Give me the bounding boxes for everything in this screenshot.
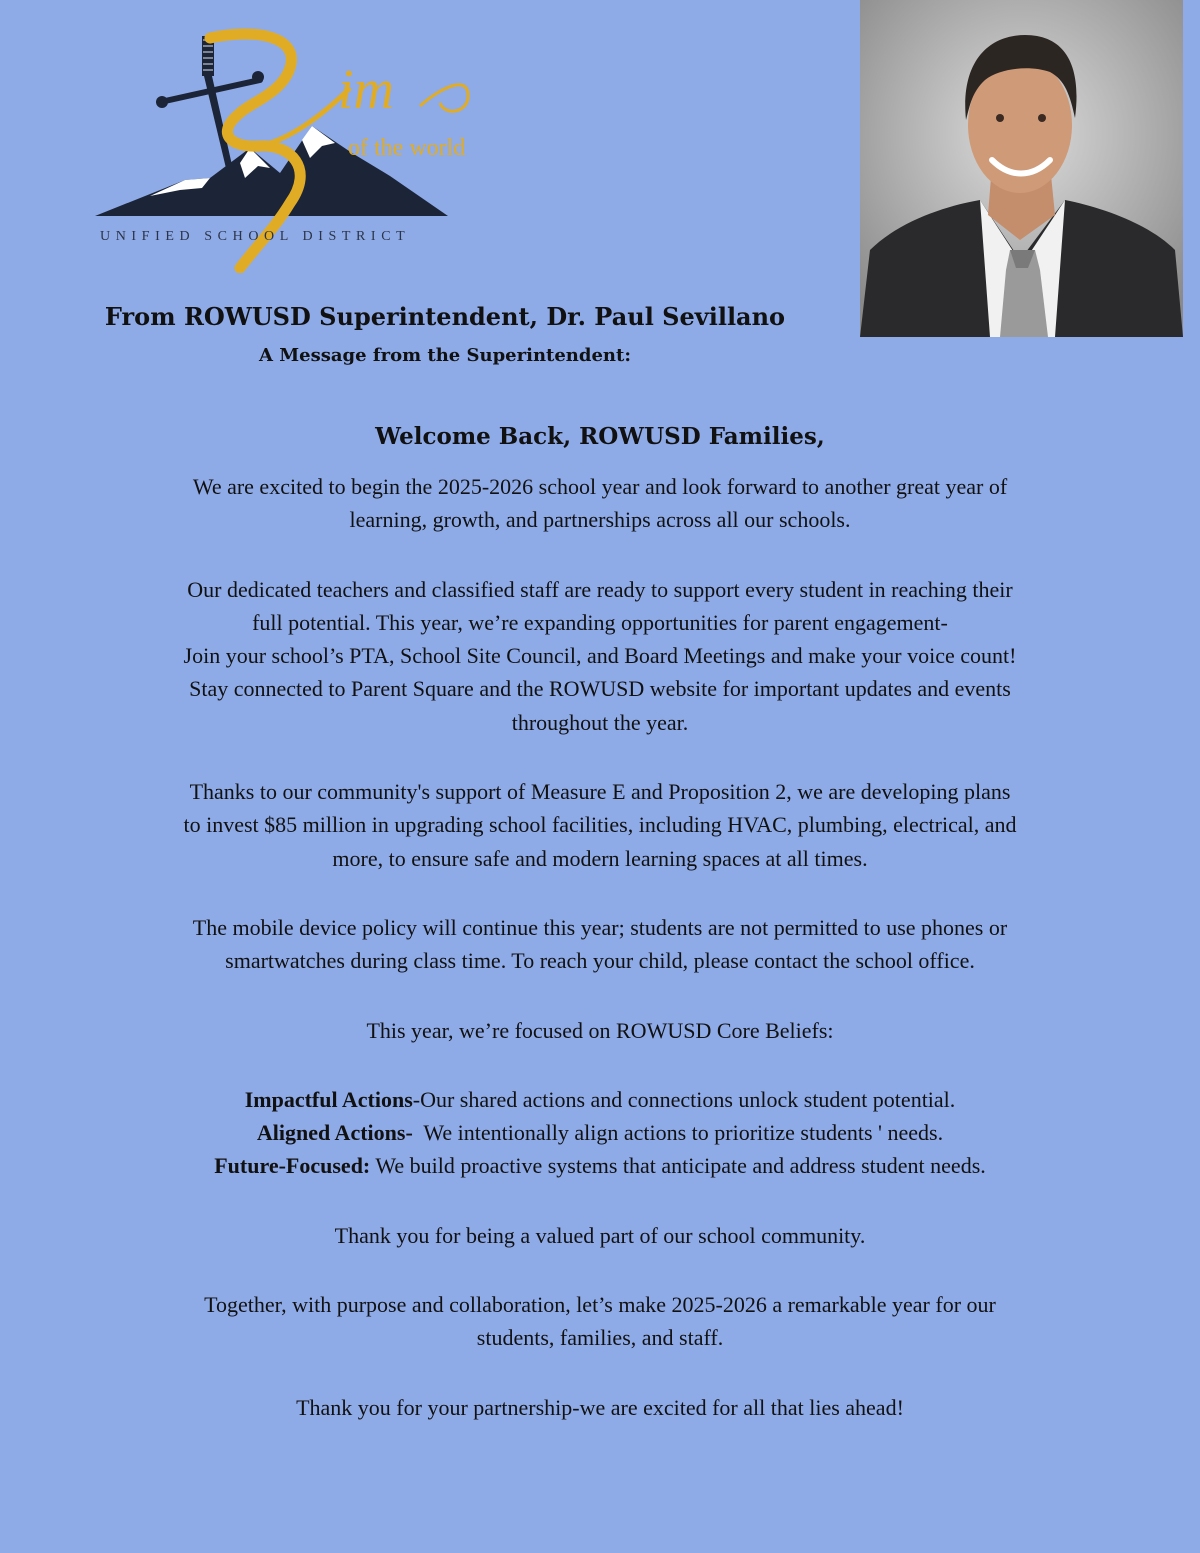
measure-line: Thanks to our community's support of Measure E and Proposition 2, we are developing plans: [189, 779, 1011, 805]
belief-item: [20, 1149, 1180, 1182]
staff-line: throughout the year.: [511, 709, 689, 735]
staff-line: Stay connected to Parent Square and the ROWUSD website for important updates and events: [189, 676, 1011, 702]
intro-line: We are excited to begin the 2025-2026 school year and look forward to another great year of: [192, 474, 1008, 499]
closing-line: Thank you for your partnership-we are excited for all that lies ahead!: [296, 1394, 904, 1420]
measure-paragraph: [20, 775, 1180, 875]
portrait-icon: [860, 0, 1183, 337]
staff-line: Join your school’s PTA, School Site Council, and Board Meetings and make your voice count!: [183, 643, 1017, 669]
beliefs-intro: This year, we’re focused on ROWUSD Core Beliefs:: [366, 1017, 834, 1043]
measure-line: more, to ensure safe and modern learning spaces at all times.: [332, 845, 868, 871]
district-name: UNIFIED SCHOOL DISTRICT: [100, 229, 411, 244]
mobile-policy-paragraph: [20, 911, 1180, 978]
thanks-line: Thank you for being a valued part of our school community.: [334, 1222, 866, 1248]
staff-line: full potential. This year, we’re expanding opportunities for parent engagement-: [252, 609, 948, 635]
staff-paragraph: [20, 573, 1180, 739]
mobile-line: The mobile device policy will continue this year; students are not permitted to use phones or: [192, 914, 1008, 940]
letter-greeting: Welcome Back, ROWUSD Families,: [375, 423, 825, 450]
together-line: Together, with purpose and collaboration, let’s make 2025-2026 a remarkable year for our: [204, 1292, 996, 1318]
belief-text: We build proactive systems that anticipate and address student needs.: [370, 1153, 986, 1179]
belief-item: [20, 1083, 1180, 1116]
together-line: students, families, and staff.: [476, 1325, 724, 1351]
belief-text: We intentionally align actions to prioritize students ' needs.: [412, 1120, 944, 1146]
intro-line: learning, growth, and partnerships across all our schools.: [349, 507, 851, 533]
belief-label: Aligned Actions-: [256, 1120, 413, 1146]
belief-item: [20, 1116, 1180, 1149]
letter-body: [20, 470, 1180, 1424]
together-paragraph: [20, 1288, 1180, 1355]
staff-line: Our dedicated teachers and classified staff are ready to support every student in reaching their: [187, 576, 1013, 602]
belief-label: Impactful Actions: [244, 1086, 413, 1112]
logo-tagline: of the world: [348, 135, 466, 161]
page-title: From ROWUSD Superintendent, Dr. Paul Sevillano: [104, 302, 786, 331]
logo-wordmark: im: [338, 59, 394, 121]
intro-paragraph: [20, 470, 1180, 537]
belief-label: Future-Focused:: [214, 1153, 371, 1179]
mobile-line: smartwatches during class time. To reach your child, please contact the school office.: [225, 948, 975, 974]
belief-text: -Our shared actions and connections unlock student potential.: [412, 1086, 956, 1112]
measure-line: to invest $85 million in upgrading school facilities, including HVAC, plumbing, electrical, and: [183, 812, 1017, 838]
core-beliefs: [20, 1083, 1180, 1183]
page-subtitle: A Message from the Superintendent:: [259, 345, 631, 366]
superintendent-photo: [860, 0, 1183, 337]
